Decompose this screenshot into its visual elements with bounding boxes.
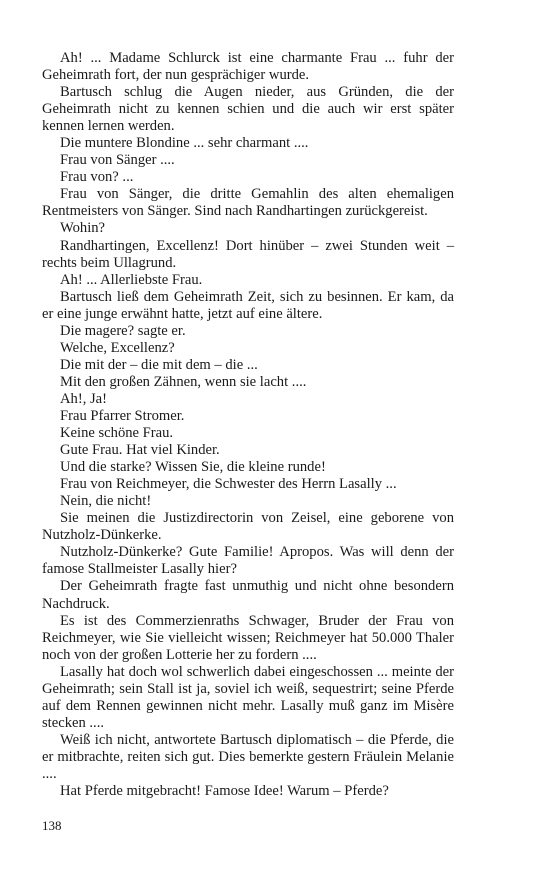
paragraph: Nein, die nicht! (60, 493, 152, 510)
paragraph: Keine schöne Frau. (60, 425, 174, 442)
body-text (42, 50, 454, 800)
paragraph: Sie meinen die Justizdirectorin von Zeisel, eine geborene von Nutzholz-Dünkerke. (42, 510, 454, 544)
paragraph: Lasally hat doch wol schwerlich dabei eingeschossen ... meinte der Geheimrath; sein Stall ist ja, soviel ich weiß, sequestrirt; seine Pferde auf dem Rennen gewinnen nicht mehr. Lasally muß ganz im Misère stecken .... (42, 663, 454, 731)
paragraph: Ah! ... Madame Schlurck ist eine charmante Frau ... fuhr der Geheimrath fort, der nun gesprächiger wurde. (42, 50, 454, 84)
paragraph: Die mit der – die mit dem – die ... (60, 356, 258, 373)
paragraph: Hat Pferde mitgebracht! Famose Idee! Warum – Pferde? (60, 783, 389, 800)
paragraph: Die magere? sagte er. (60, 322, 186, 339)
paragraph: Bartusch ließ dem Geheimrath Zeit, sich zu besinnen. Er kam, da er eine junge erwähnt hatte, jetzt auf eine ältere. (42, 288, 454, 322)
paragraph: Frau von Sänger, die dritte Gemahlin des alten ehemaligen Rentmeisters von Sänger. Sind nach Randhartingen zurückgereist. (42, 186, 454, 220)
page-number: 138 (42, 818, 62, 833)
paragraph: Der Geheimrath fragte fast unmuthig und nicht ohne besondern Nachdruck. (42, 578, 454, 612)
paragraph: Ah! ... Allerliebste Frau. (60, 271, 203, 288)
paragraph: Ah!, Ja! (60, 390, 108, 407)
paragraph: Bartusch schlug die Augen nieder, aus Gründen, die der Geheimrath nicht zu kennen schien und die auch wir erst später kennen lernen werden. (42, 84, 454, 135)
paragraph: Frau von? ... (60, 169, 134, 186)
paragraph: Weiß ich nicht, antwortete Bartusch diplomatisch – die Pferde, die er mitbrachte, reiten sich gut. Dies bemerkte gestern Fräulein Melanie .... (42, 731, 454, 782)
paragraph: Wohin? (60, 220, 106, 237)
paragraph: Und die starke? Wissen Sie, die kleine runde! (60, 459, 326, 476)
paragraph: Randhartingen, Excellenz! Dort hinüber – zwei Stunden weit – rechts beim Ullagrund. (42, 237, 454, 271)
paragraph: Mit den großen Zähnen, wenn sie lacht .... (60, 373, 307, 390)
paragraph: Nutzholz-Dünkerke? Gute Familie! Apropos. Was will denn der famose Stallmeister Lasally hier? (42, 544, 454, 578)
paragraph: Frau von Reichmeyer, die Schwester des Herrn Lasally ... (60, 476, 397, 493)
paragraph: Frau Pfarrer Stromer. (60, 407, 185, 424)
paragraph: Die muntere Blondine ... sehr charmant .... (60, 135, 309, 152)
paragraph: Frau von Sänger .... (60, 152, 175, 169)
paragraph: Gute Frau. Hat viel Kinder. (60, 442, 220, 459)
paragraph: Es ist des Commerzienraths Schwager, Bruder der Frau von Reichmeyer, wie Sie vielleicht wissen; Reichmeyer hat 50.000 Thaler noch von der großen Lotterie her zu fordern .... (42, 612, 454, 663)
paragraph: Welche, Excellenz? (60, 339, 175, 356)
